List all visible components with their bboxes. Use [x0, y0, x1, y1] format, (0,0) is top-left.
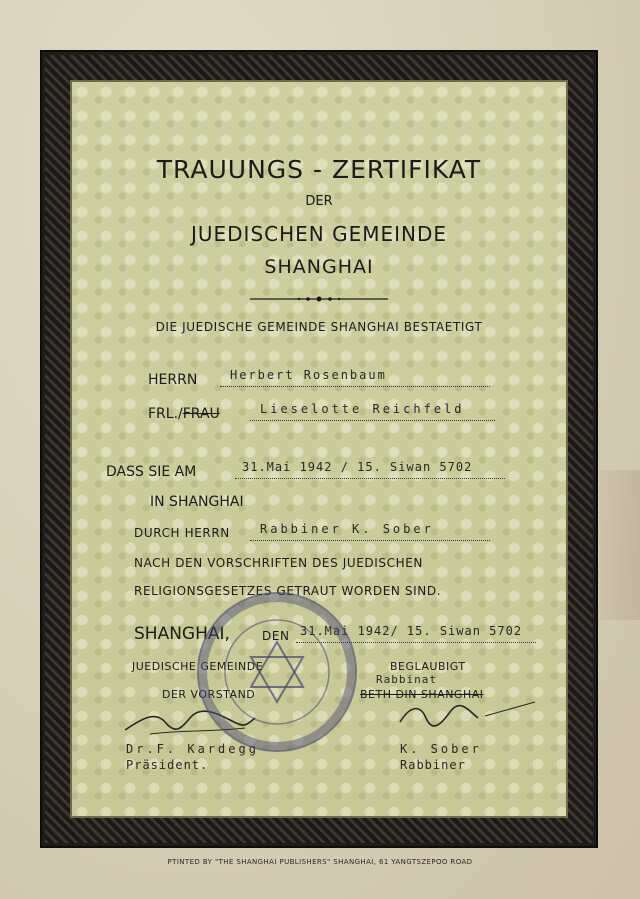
dass-label: DASS SIE AM — [106, 464, 197, 480]
groom-name: Herbert Rosenbaum — [230, 368, 387, 382]
left-heading: JUEDISCHE GEMEINDE — [132, 660, 264, 673]
beth-din: BETH DIN SHANGHAI — [360, 688, 484, 701]
issue-date: 31.Mai 1942/ 15. Siwan 5702 — [300, 624, 523, 638]
wedding-date: 31.Mai 1942 / 15. Siwan 5702 — [242, 460, 473, 474]
printer-credit: PTINTED BY "THE SHANGHAI PUBLISHERS" SHANGHAI, 61 YANGTSZEPOO ROAD — [167, 858, 473, 866]
issue-place: SHANGHAI, — [134, 624, 230, 644]
title-der: DER — [305, 194, 333, 209]
city-name: SHANGHAI — [264, 256, 374, 278]
law-line-2: RELIGIONSGESETZES GETRAUT WORDEN SIND. — [134, 584, 442, 598]
den-label: DEN — [262, 629, 290, 643]
frl-text: FRL./ — [148, 406, 183, 422]
seal-star-icon — [199, 594, 355, 750]
right-signer-role: Rabbiner — [400, 758, 466, 772]
right-signer-name: K. Sober — [400, 742, 482, 756]
law-line-1: NACH DEN VORSCHRIFTEN DES JUEDISCHEN — [134, 556, 423, 570]
left-signer-name: Dr.F. Kardegg — [126, 742, 259, 756]
frl-label — [148, 406, 220, 422]
ornament-divider — [250, 295, 388, 303]
left-signer-role: Präsident. — [126, 758, 209, 772]
wedding-date-line — [235, 478, 505, 479]
groom-line — [220, 386, 490, 387]
officiant-line — [250, 540, 490, 541]
bride-line — [250, 420, 495, 421]
community-name: JUEDISCHEN GEMEINDE — [190, 222, 448, 246]
herrn-label: HERRN — [148, 372, 198, 388]
bride-name: Lieselotte Reichfeld — [260, 402, 465, 416]
durch-label: DURCH HERRN — [134, 526, 230, 540]
official-seal — [197, 592, 357, 752]
right-handwritten: Rabbinat — [376, 673, 437, 686]
certificate-title: TRAUUNGS - ZERTIFIKAT — [156, 155, 482, 184]
officiant-name: Rabbiner K. Sober — [260, 522, 434, 536]
frau-struck: FRAU — [182, 406, 220, 422]
right-heading: BEGLAUBIGT — [390, 660, 466, 673]
confirmation-line: DIE JUEDISCHE GEMEINDE SHANGHAI BESTAETIGT — [155, 320, 483, 334]
left-subheading: DER VORSTAND — [162, 688, 256, 701]
right-signature — [390, 696, 540, 732]
in-shanghai: IN SHANGHAI — [150, 494, 244, 510]
paper-fold — [600, 470, 640, 620]
